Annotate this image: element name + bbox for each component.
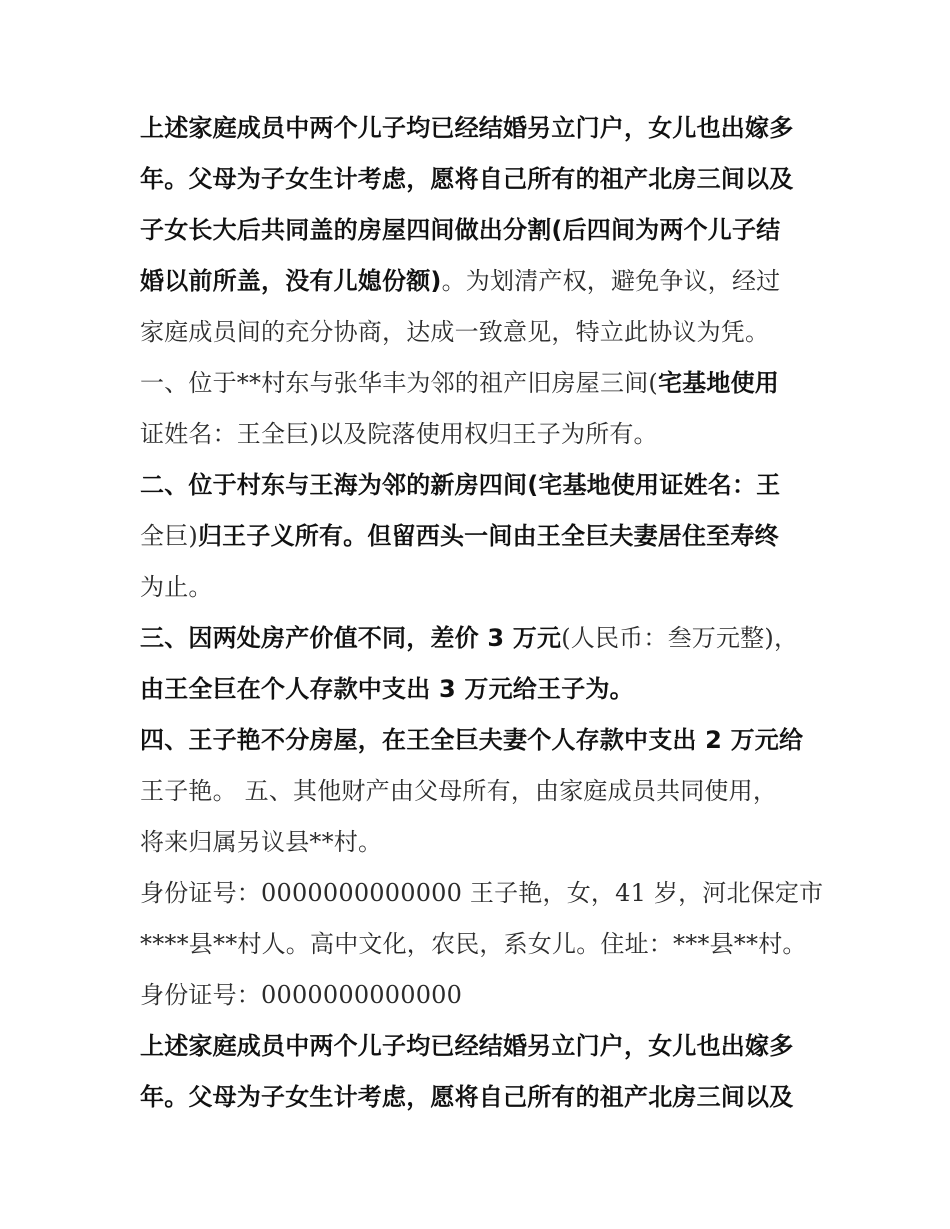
text-line (140, 520, 779, 553)
text-line (140, 1030, 793, 1063)
text-span: 为止。 (140, 573, 213, 601)
text-span: 年。父母为子女生计考虑，愿将自己所有的祖产北房三间以及 (140, 165, 794, 193)
text-line (140, 112, 793, 145)
text-line (140, 877, 823, 910)
text-span: 家庭成员间的充分协商，达成一致意见，特立此协议为凭。 (140, 318, 770, 346)
text-span: 年。父母为子女生计考虑，愿将自己所有的祖产北房三间以及 (140, 1083, 794, 1111)
text-span: ****县**村人。高中文化，农民，系女儿。住址：***县**村。 (140, 930, 807, 958)
text-line (140, 163, 793, 196)
text-line (140, 469, 780, 502)
text-span: 一、位于**村东与张华丰为邻的祖产旧房屋三间( (140, 369, 658, 397)
text-span: 二、位于村东与王海为邻的新房四间(宅基地使用证姓名：王 (140, 471, 781, 499)
text-line (140, 775, 777, 808)
text-line (140, 1081, 793, 1114)
text-line (140, 826, 382, 859)
text-span: 子女长大后共同盖的房屋四间做出分割(后四间为两个儿子结 (140, 216, 781, 244)
text-line (140, 724, 803, 757)
text-span: 上述家庭成员中两个儿子均已经结婚另立门户，女儿也出嫁多 (140, 1032, 794, 1060)
text-span: 身份证号：0000000000000 (140, 981, 463, 1009)
text-line (140, 418, 658, 451)
text-span: 身份证号：0000000000000 王子艳，女，41 岁，河北保定市 (140, 879, 824, 907)
text-line (140, 622, 798, 655)
text-span: 四、王子艳不分房屋，在王全巨夫妻个人存款中支出 2 万元给 (140, 726, 804, 754)
text-line (140, 979, 462, 1012)
text-line (140, 214, 780, 247)
text-span: 三、因两处房产价值不同，差价 3 万元 (140, 624, 562, 652)
text-span: 王子艳。 五、其他财产由父母所有，由家庭成员共同使用， (140, 777, 778, 805)
text-span: 。为划清产权，避免争议，经过 (441, 267, 781, 295)
text-span: 婚以前所盖，没有儿媳份额) (140, 267, 442, 295)
text-span: 将来归属另议县**村。 (140, 828, 383, 856)
text-span: (人民币：叁万元整)， (561, 624, 799, 652)
text-line (140, 316, 769, 349)
text-span: 由王全巨在个人存款中支出 3 万元给王子为。 (140, 675, 634, 703)
text-line (140, 673, 634, 706)
text-span: 全巨) (140, 522, 198, 550)
text-line (140, 265, 780, 298)
text-line (140, 571, 213, 604)
text-span: 宅基地使用 (657, 369, 779, 397)
text-line (140, 367, 779, 400)
text-span: 上述家庭成员中两个儿子均已经结婚另立门户，女儿也出嫁多 (140, 114, 794, 142)
text-span: 证姓名：王全巨)以及院落使用权归王子为所有。 (140, 420, 658, 448)
text-line (140, 928, 807, 961)
text-span: 归王子义所有。但留西头一间由王全巨夫妻居住至寿终 (197, 522, 779, 550)
